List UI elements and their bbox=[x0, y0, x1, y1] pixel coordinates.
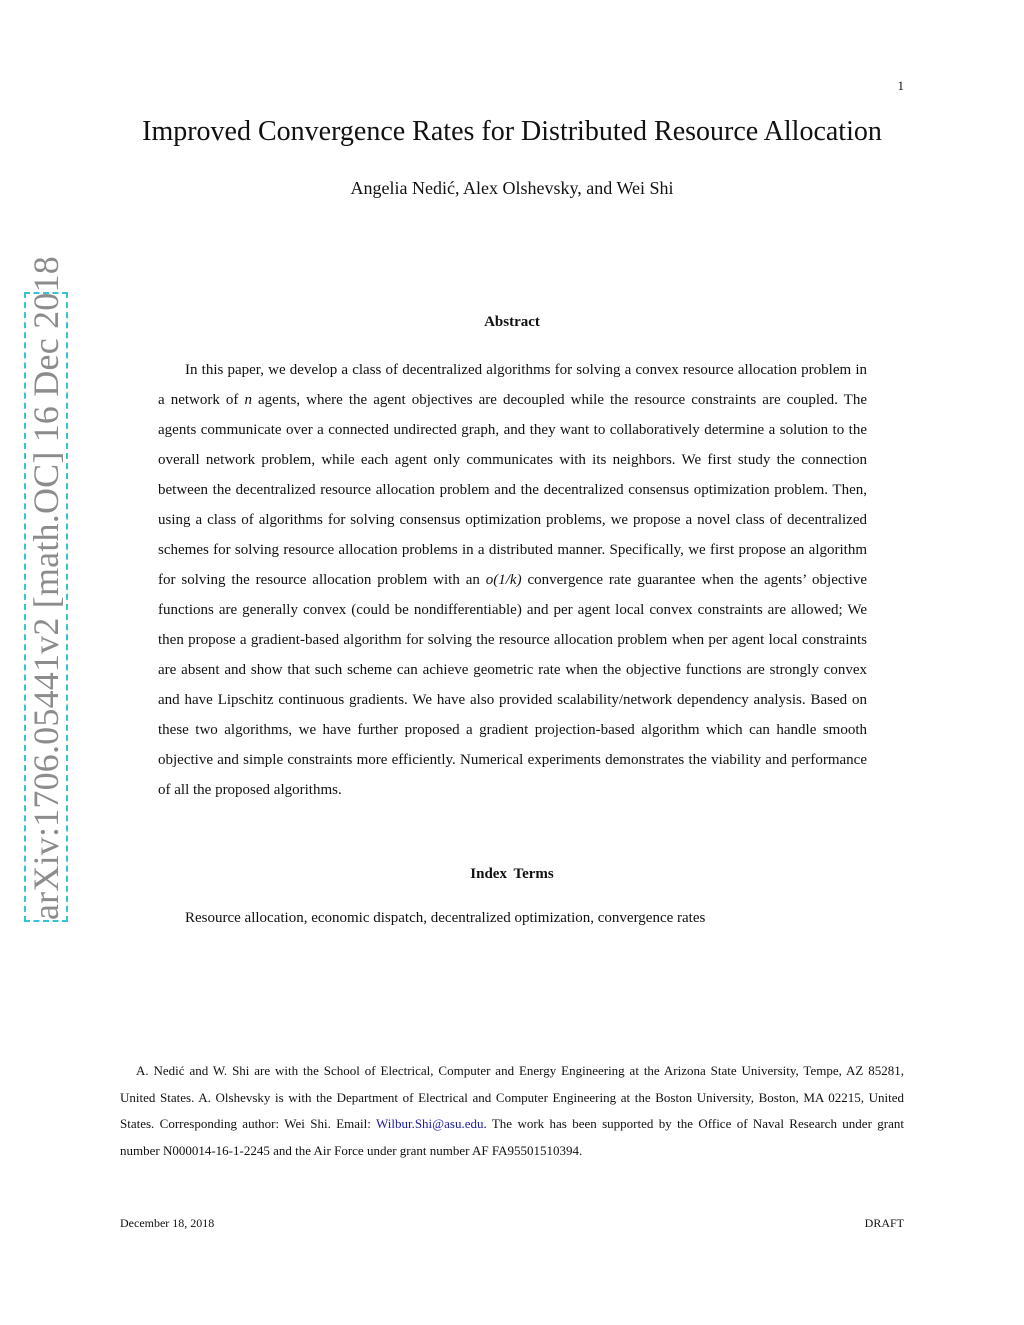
footer-draft-label: DRAFT bbox=[864, 1216, 904, 1230]
index-terms-heading: Index Terms bbox=[470, 866, 554, 882]
corresponding-author-email-link[interactable]: Wilbur.Shi@asu.edu bbox=[375, 1116, 484, 1131]
abstract-text-part-2: agents, where the agent objectives are decoupled while the resource constraints are coupled. The agents communicate over a connected undirected graph, and they want to collaboratively determine a solution to the overall network problem, while each agent only communicates with its neighbors. We first study the connection between the decentralized resource allocation problem and the decentralized consensus optimization problem. Then, using a class of algorithms for solving consensus optimization problems, we propose a novel class of decentralized schemes for solving resource allocation problems in a distributed manner. Specifically, we first propose an algorithm for solving the resource allocation problem with an bbox=[158, 392, 867, 588]
paper-title: Improved Convergence Rates for Distributed Resource Allocation bbox=[142, 116, 882, 147]
arxiv-identifier-stamp: arXiv:1706.05441v2 [math.OC] 16 Dec 2018 bbox=[26, 256, 66, 920]
abstract-text-part-1: In this paper, we develop a class of decentralized algorithms for solving a convex resource allocation problem in a network of bbox=[158, 362, 867, 408]
page-number: 1 bbox=[897, 78, 904, 93]
math-variable-n: n bbox=[244, 392, 252, 408]
math-convergence-rate: o(1/k) bbox=[485, 572, 522, 588]
index-terms-text: Resource allocation, economic dispatch, decentralized optimization, convergence rates bbox=[185, 910, 706, 926]
footnote-text-part-2: . The work has been supported by the Office of Naval Research under grant number N000014-16-1-2245 and the Air Force under grant number AF FA95501510394. bbox=[120, 1116, 904, 1158]
arxiv-stamp-container bbox=[22, 256, 70, 922]
abstract-text-part-3: convergence rate guarantee when the agents’ objective functions are generally convex (could be nondifferentiable) and per agent local convex constraints are allowed; We then propose a gradient-based algorithm for solving the resource allocation problem when per agent local constraints are absent and show that such scheme can achieve geometric rate when the objective functions are strongly convex and have Lipschitz continuous gradients. We have also provided scalability/network dependency analysis. Based on these two algorithms, we have further proposed a gradient projection-based algorithm which can handle smooth objective and simple constraints more efficiently. Numerical experiments demonstrates the viability and performance of all the proposed algorithms. bbox=[158, 572, 868, 798]
abstract-text bbox=[158, 355, 867, 805]
footer-date: December 18, 2018 bbox=[120, 1216, 215, 1230]
paper-authors: Angelia Nedić, Alex Olshevsky, and Wei Shi bbox=[350, 178, 674, 198]
footnote-text-part-1: A. Nedić and W. Shi are with the School of Electrical, Computer and Energy Engineering at the Arizona State University, Tempe, AZ 85281, United States. A. Olshevsky is with the Department of Electrical and Computer Engineering at the Boston University, Boston, MA 02215, United States. Corresponding author: Wei Shi. Email: bbox=[120, 1063, 904, 1131]
author-affiliation-footnote bbox=[120, 1058, 904, 1164]
abstract-heading: Abstract bbox=[484, 314, 540, 330]
